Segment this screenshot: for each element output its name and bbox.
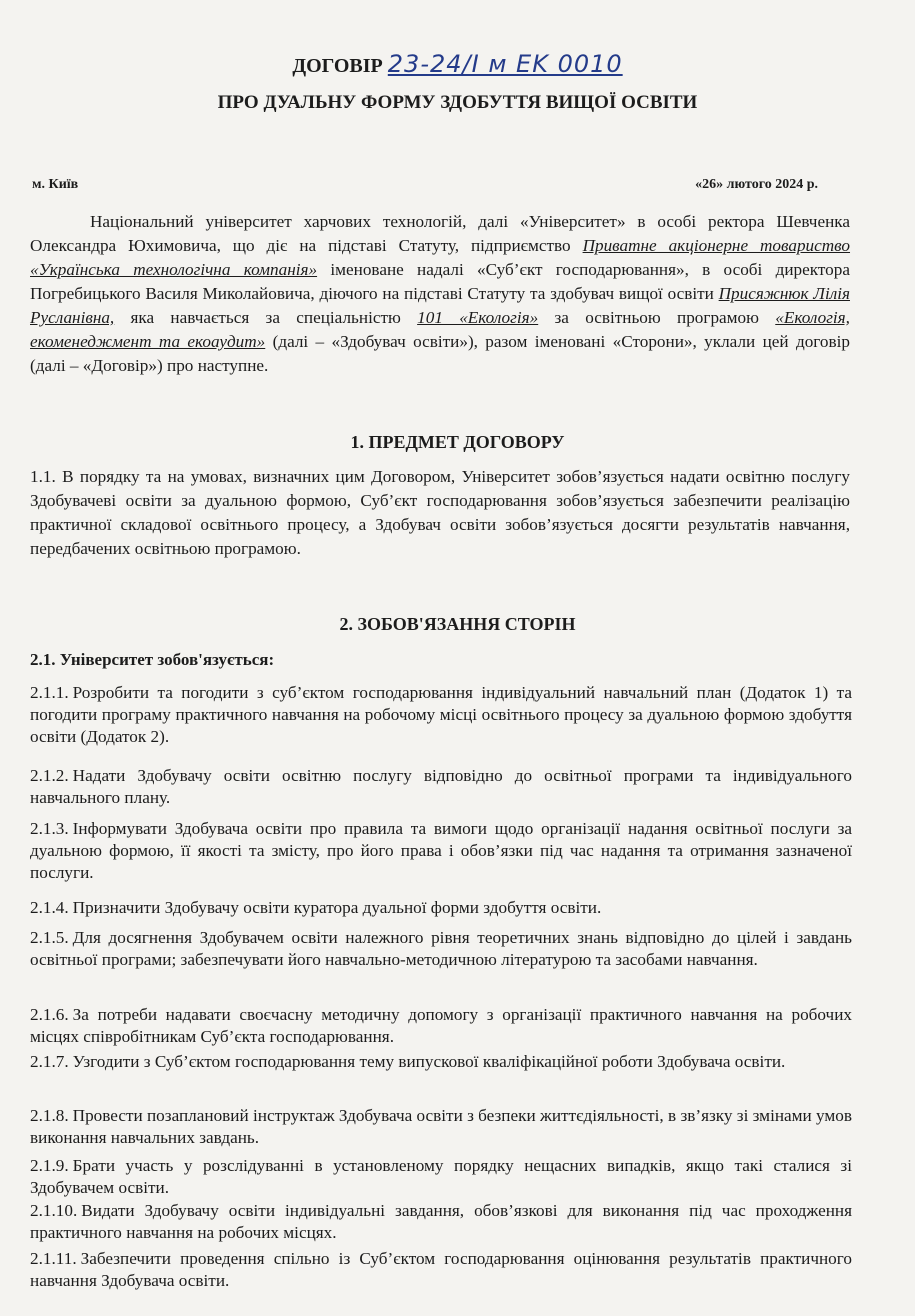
section-1-heading: 1. ПРЕДМЕТ ДОГОВОРУ	[350, 432, 565, 452]
clause-2-1-11: 2.1.11. Забезпечити проведення спільно із Суб’єктом господарювання оцінювання результатів практичного навчання Здобувача освіти.	[30, 1249, 852, 1290]
section-2-1-subheading: 2.1. Університет зобов'язується:	[30, 650, 275, 669]
contract-city: м. Київ	[32, 177, 79, 192]
clause-2-1-10: 2.1.10. Видати Здобувачу освіти індивідуальні завдання, обов’язкові для виконання під час проходження практичного навчання на робочих місцях.	[30, 1201, 852, 1242]
clause-2-1-3: 2.1.3. Інформувати Здобувача освіти про правила та вимоги щодо організації надання освітньої послуги за дуальною формою, її якості та змісту, про його права і обов’язки під час надання та отримання зазначеної послуги.	[30, 819, 852, 882]
education-program: «Екологія, екоменеджмент та екоаудит»	[30, 308, 850, 351]
clause-2-1-6: 2.1.6. За потреби надавати своєчасну методичну допомогу з організації практичного навчання на робочих місцях співробітникам Суб’єкта господарювання.	[30, 1005, 852, 1046]
company-name: Приватне акціонерне товариство «Українська технологічна компанія»	[30, 236, 851, 279]
section-2-heading: 2. ЗОБОВ'ЯЗАННЯ СТОРІН	[339, 614, 576, 634]
student-name: Присяжнюк Лілія Русланівна,	[30, 284, 850, 327]
contract-title	[0, 50, 915, 78]
clause-2-1-9: 2.1.9. Брати участь у розслідуванні в установленому порядку нещасних випадків, якщо такі сталися зі Здобувачем освіти.	[30, 1156, 852, 1197]
section-1-text: 1.1. В порядку та на умовах, визначних цим Договором, Університет зобов’язується надати освітню послугу Здобувачеві освіти за дуальною формою, Суб’єкт господарювання зобов’язується забезпечити реалізацію практичної складової освітнього процесу, а Здобувач освіти зобов’язується досягти результатів навчання, передбачених освітньою програмою.	[30, 467, 850, 558]
contract-subtitle: ПРО ДУАЛЬНУ ФОРМУ ЗДОБУТТЯ ВИЩОЇ ОСВІТИ	[217, 92, 698, 113]
clause-2-1-7: 2.1.7. Узгодити з Суб’єктом господарювання тему випускової кваліфікаційної роботи Здобувача освіти.	[30, 1052, 786, 1071]
specialty: 101 «Екологія»	[417, 308, 539, 327]
handwritten-contract-number: 23-24/I м EK 0010	[387, 50, 623, 78]
clause-2-1-4: 2.1.4. Призначити Здобувачу освіти куратора дуальної форми здобуття освіти.	[30, 898, 602, 917]
title-prefix: ДОГОВІР	[292, 55, 383, 77]
intro-paragraph: Національний університет харчових технологій, далі «Університет» в особі ректора Шевченка Олександра Юхимовича, що діє на підставі Статуту, підприємство Приватне акціонерне товариство «Українська технологічна компанія» іменоване надалі «Суб’єкт господарювання», в особі директора Погребицького Василя Миколайовича, діючого на підставі Статуту та здобувач вищої освіти Присяжнюк Лілія Русланівна, яка навчається за спеціальністю 101 «Екологія» за освітньою програмою «Екологія, екоменеджмент та екоаудит» (далі – «Здобувач освіти»), разом іменовані «Сторони», уклали цей договір (далі – «Договір») про наступне.	[30, 212, 851, 375]
clause-2-1-1: 2.1.1. Розробити та погодити з суб’єктом господарювання індивідуальний навчальний план (Додаток 1) та погодити програму практичного навчання на робочому місці освітнього процесу за дуальною формою здобуття освіти (Додаток 2).	[30, 683, 852, 746]
clause-2-1-5: 2.1.5. Для досягнення Здобувачем освіти належного рівня теоретичних знань відповідно до цілей і завдань освітньої програми; забезпечувати його навчально-методичною літературою та засобами навчання.	[30, 928, 852, 969]
clause-2-1-2: 2.1.2. Надати Здобувачу освіти освітню послугу відповідно до освітньої програми та індивідуального навчального плану.	[30, 766, 852, 807]
contract-date: «26» лютого 2024 р.	[695, 177, 818, 192]
clause-2-1-8: 2.1.8. Провести позаплановий інструктаж Здобувача освіти з безпеки життєдіяльності, в зв’язку зі змінами умов виконання навчальних завдань.	[30, 1106, 852, 1147]
